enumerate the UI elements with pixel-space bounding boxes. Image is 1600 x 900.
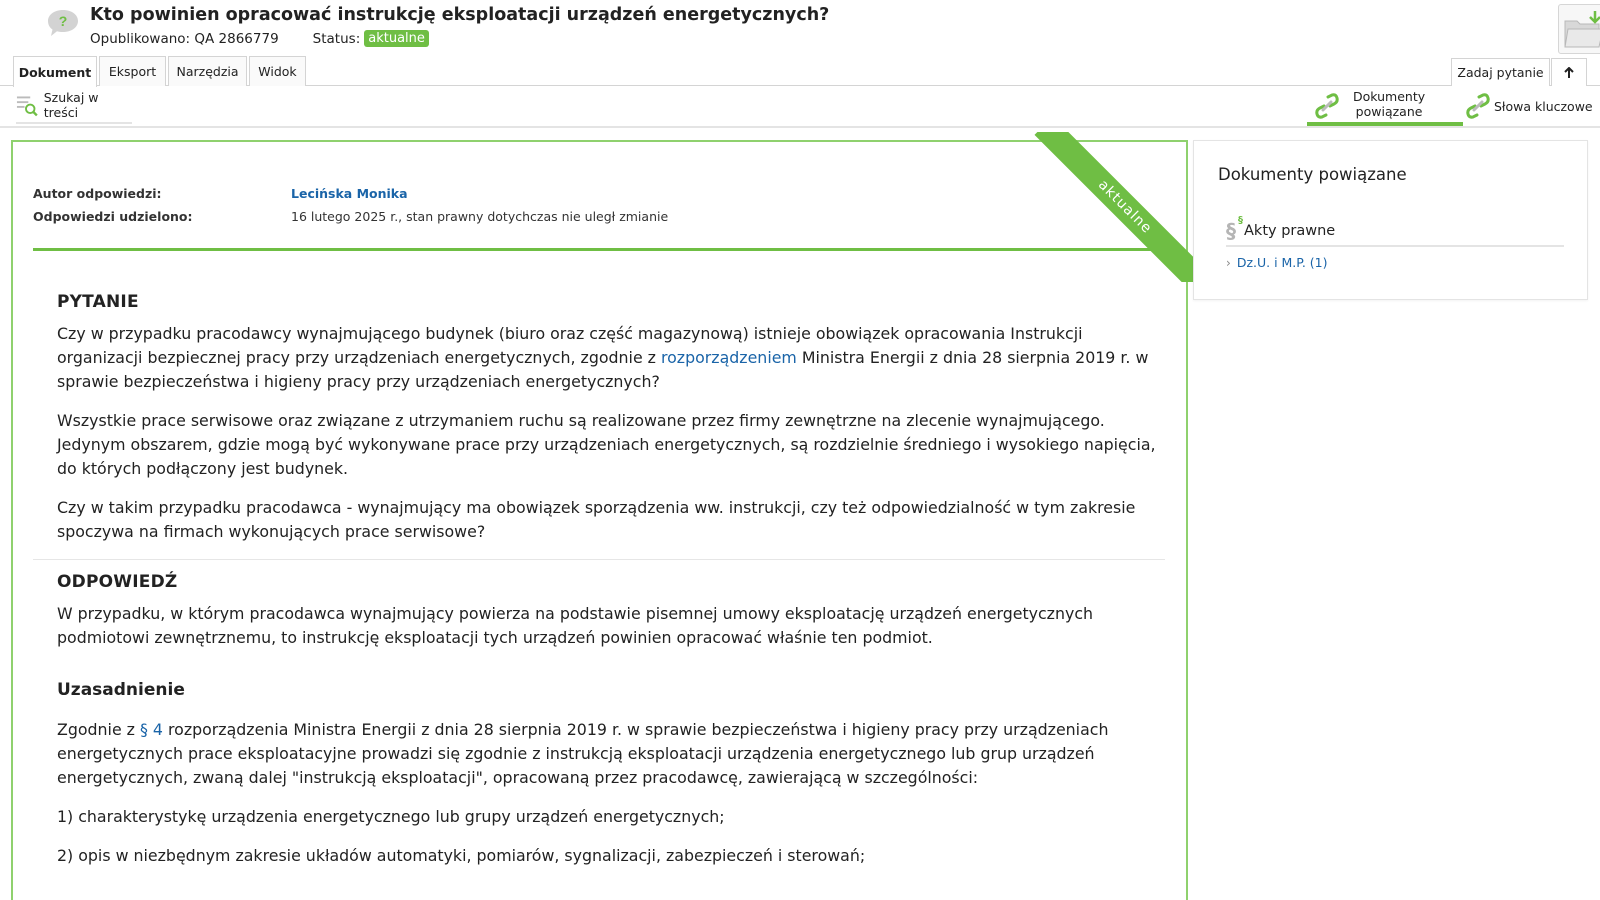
document-toolbar [0,86,1600,128]
related-documents-label-1: Dokumenty [1353,89,1426,104]
search-text-icon [16,93,39,117]
dzu-mp-label: Dz.U. i M.P. (1) [1236,255,1328,270]
section-divider [33,248,1165,251]
tab-narzedzia[interactable]: Narzędzia [168,56,247,86]
related-documents-panel [1193,140,1588,300]
question-bubble-icon [46,8,80,38]
link-icon [1466,93,1490,119]
legal-acts-category [1226,217,1564,247]
justification-heading: Uzasadnienie [57,680,185,700]
keywords-label: Słowa kluczowe [1494,98,1593,114]
paragraph-icon: § § [1226,215,1243,243]
published-id: Opublikowano: QA 2866779 [90,30,279,47]
legal-acts-label: Akty prawne [1244,223,1336,239]
question-heading: PYTANIE [57,292,139,312]
related-documents-label-2: powiązane [1355,104,1423,119]
tab-widok[interactable]: Widok [249,56,306,86]
folder-download-icon [1559,5,1600,55]
answered-value: 16 lutego 2025 r., stan prawny dotychczas nie uległ zmianie [291,209,669,224]
answer-section [57,570,1157,883]
author-link[interactable]: Lecińska Monika [291,186,408,201]
tab-eksport[interactable]: Eksport [99,56,166,86]
status-ribbon-label: aktualne [1034,132,1195,282]
answer-heading: ODPOWIEDŹ [57,572,178,592]
document-panel [11,140,1188,900]
scroll-up-button[interactable] [1551,58,1587,86]
question-paragraph: Czy w przypadku pracodawcy wynajmującego budynek (biuro oraz część magazynową) istnieje obowiązek opracowania Instrukcji organizacji bezpiecznej pracy przy urządzeniach energetycznych, zgodnie z rozporządzeniem Ministra Energii z dnia 28 sierpnia 2019 r. w sprawie bezpieczeństwa i higieny pracy przy urządzeniach energetycznych? [57,324,1149,391]
arrow-up-icon [1563,67,1575,79]
author-label: Autor odpowiedzi: [33,186,162,201]
keywords-button[interactable] [1466,86,1600,126]
search-in-content-button[interactable] [16,88,132,124]
related-documents-title: Dokumenty powiązane [1218,165,1407,184]
divider [33,559,1165,560]
folder-download-button[interactable] [1558,4,1600,54]
list-item: 1) charakterystykę urządzenia energetycznego lub grupy urządzeń energetycznych; [57,807,725,826]
ask-question-button[interactable]: Zadaj pytanie [1451,58,1550,86]
paragraph-4-link[interactable]: § 4 [140,720,163,739]
ribbon-tabs [0,56,1600,86]
list-item: 2) opis w niezbędnym zakresie układów automatyki, pomiarów, sygnalizacji, zabezpieczeń i sterowań; [57,846,866,865]
publication-meta [90,30,429,47]
search-in-content-label: Szukaj w treści [43,90,99,120]
document-header [0,0,1600,58]
answered-label: Odpowiedzi udzielono: [33,209,193,224]
svg-text:?: ? [58,13,68,29]
tab-dokument[interactable]: Dokument [13,56,97,87]
status-badge: aktualne [364,30,429,47]
question-paragraph: Czy w takim przypadku pracodawca - wynajmujący ma obowiązek sporządzenia ww. instrukcji, czy też odpowiedzialność w tym zakresie spoczywa na firmach wykonujących prace serwisowe? [57,498,1136,541]
justification-paragraph: Zgodnie z § 4 rozporządzenia Ministra Energii z dnia 28 sierpnia 2019 r. w sprawie bezpieczeństwa i higieny pracy przy urządzeniach energetycznych prace eksploatacyjne prowadzi się zgodnie z instrukcją eksploatacji urządzenia energetycznego lub grup urządzeń energetycznych, zwaną dalej "instrukcją eksploatacji", opracowaną przez pracodawcę, zawierającą w szczególności: [57,720,1109,787]
regulation-link[interactable]: rozporządzeniem [661,348,797,367]
page-title: Kto powinien opracować instrukcję eksploatacji urządzeń energetycznych? [90,5,830,25]
related-documents-button[interactable] [1307,86,1463,126]
document-info [33,182,668,228]
link-icon [1315,93,1339,119]
chevron-right-icon: › [1226,255,1231,270]
status-label: Status: [312,30,361,47]
answer-paragraph: W przypadku, w którym pracodawca wynajmujący powierza na podstawie pisemnej umowy eksploatację urządzeń energetycznych podmiotowi zewnętrznemu, to instrukcję eksploatacji tych urządzeń powinien opracować właśnie ten podmiot. [57,604,1094,647]
question-section [57,290,1157,559]
dzu-mp-item[interactable] [1226,255,1328,270]
question-paragraph: Wszystkie prace serwisowe oraz związane z utrzymaniem ruchu są realizowane przez firmy zewnętrzne na zlecenie wynajmującego. Jedynym obszarem, gdzie mogą być wykonywane prace przy urządzeniach energetycznych, są rozdzielnie średniego i wysokiego napięcia, do których podłączony jest budynek. [57,411,1156,478]
